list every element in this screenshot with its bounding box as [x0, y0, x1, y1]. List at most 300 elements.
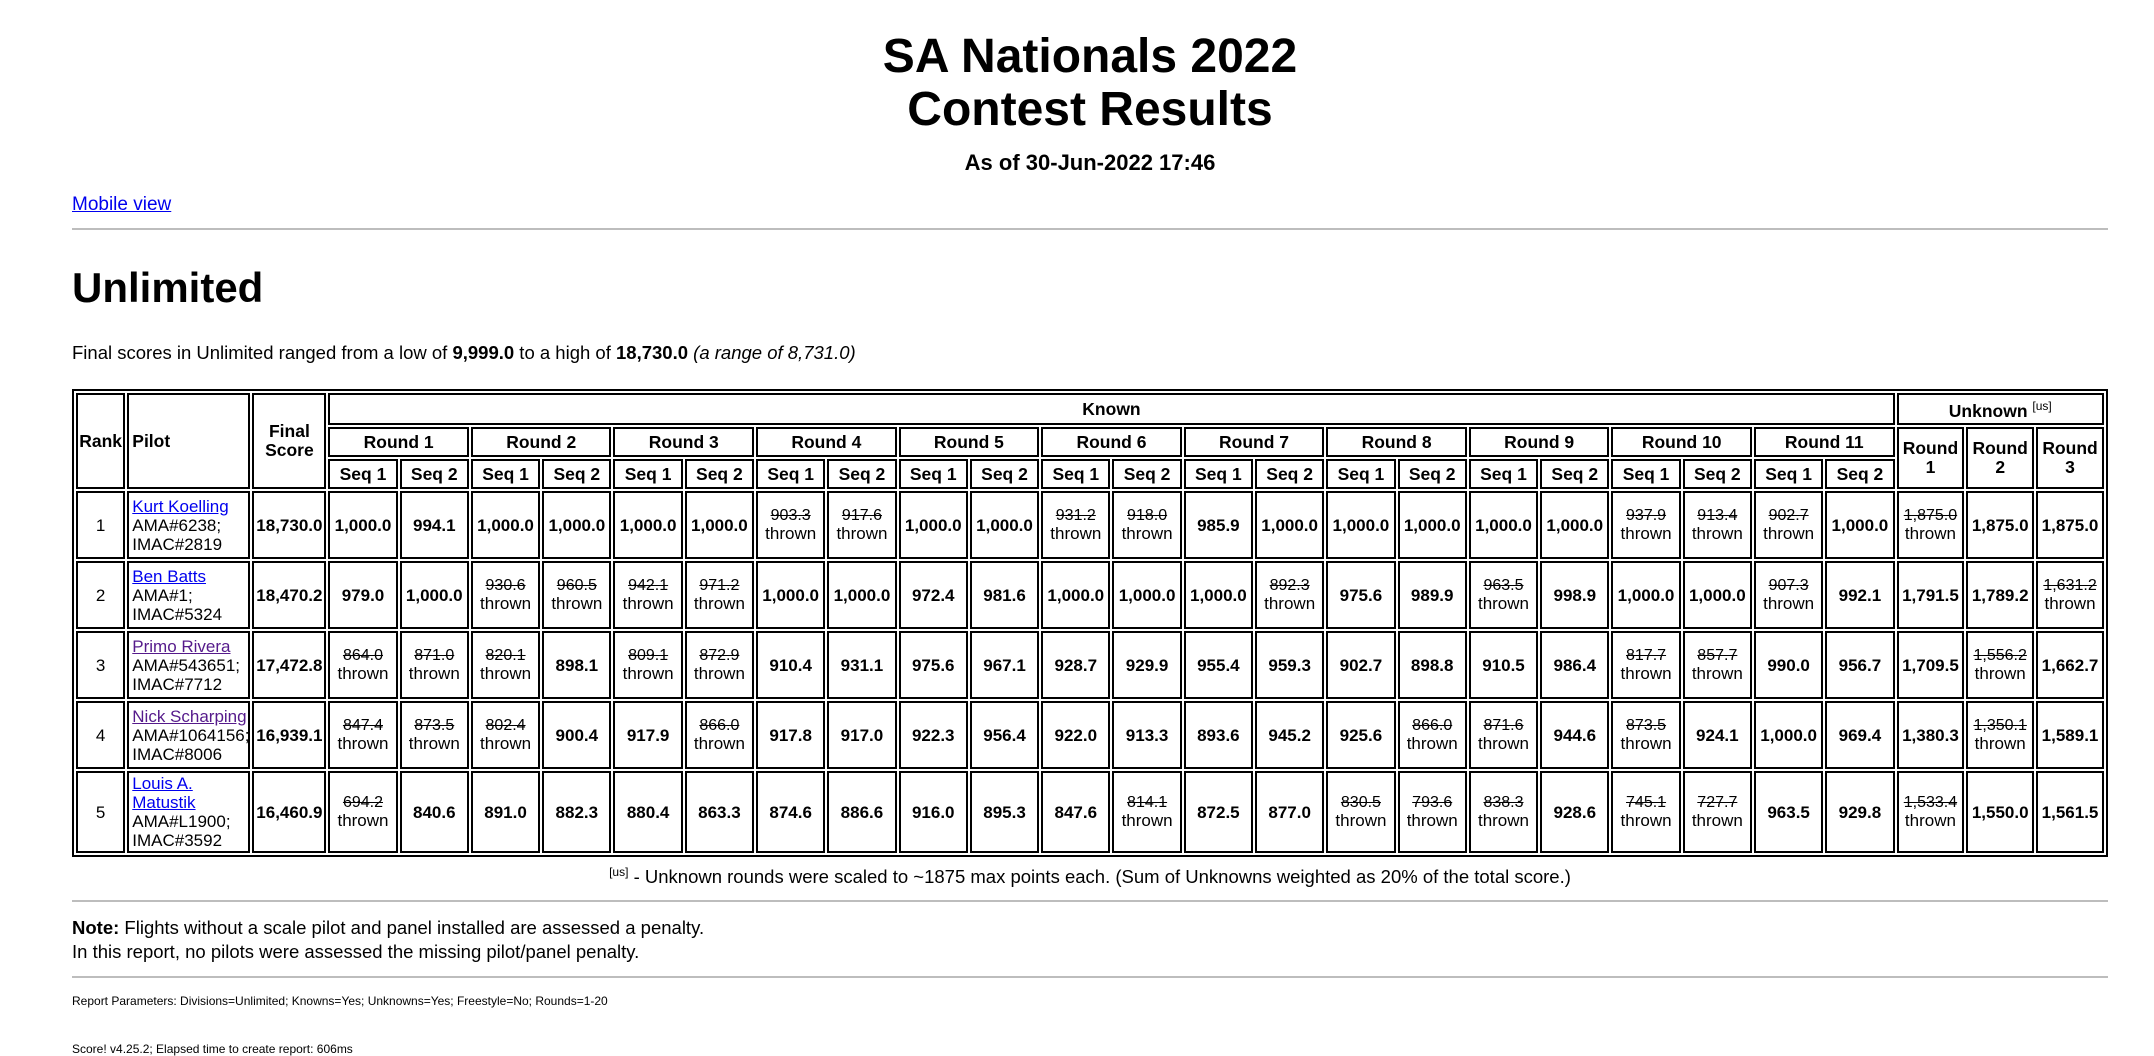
known-score-cell: 1,000.0	[613, 491, 682, 559]
known-round-header: Round 8	[1326, 427, 1467, 457]
range-low: 9,999.0	[452, 342, 515, 363]
thrown-score: 694.2	[342, 794, 383, 811]
unknown-round-header: Round 3	[2036, 427, 2104, 489]
thrown-score: 871.0	[414, 647, 455, 664]
known-score-cell: 955.4	[1184, 631, 1253, 699]
pilot-ama: AMA#1;	[132, 585, 193, 605]
note-line-1: Flights without a scale pilot and panel installed are assessed a penalty.	[119, 917, 705, 939]
known-score-cell: 967.1	[970, 631, 1039, 699]
pilot-imac: IMAC#7712	[132, 674, 223, 694]
header-row-1	[76, 393, 2104, 425]
known-score-cell: 895.3	[970, 771, 1039, 853]
known-score-cell	[685, 561, 754, 629]
seq-1-header: Seq 1	[328, 459, 397, 489]
known-score-cell: 898.8	[1398, 631, 1467, 699]
seq-2-header: Seq 2	[827, 459, 896, 489]
known-score-cell: 994.1	[400, 491, 469, 559]
rank-cell: 3	[76, 631, 125, 699]
known-round-header: Round 3	[613, 427, 754, 457]
version-info: Score! v4.25.2; Elapsed time to create report: 606ms	[72, 1042, 353, 1056]
footnote-marker: [us]	[609, 865, 629, 879]
thrown-label: thrown	[1691, 811, 1743, 830]
known-score-cell: 1,000.0	[1255, 491, 1324, 559]
known-score-cell: 975.6	[899, 631, 968, 699]
thrown-score: 847.4	[342, 717, 383, 734]
thrown-label: thrown	[1264, 594, 1316, 613]
known-score-cell	[1754, 561, 1823, 629]
pilot-imac: IMAC#5324	[132, 604, 223, 624]
pilot-name-link[interactable]: Primo Rivera	[132, 636, 231, 656]
known-score-cell	[1683, 631, 1752, 699]
pilot-cell	[127, 561, 250, 629]
known-score-cell: 1,000.0	[542, 491, 611, 559]
known-score-cell	[1255, 561, 1324, 629]
known-score-cell: 1,000.0	[328, 491, 397, 559]
known-score-cell: 998.9	[1540, 561, 1609, 629]
known-score-cell: 880.4	[613, 771, 682, 853]
known-round-header: Round 9	[1469, 427, 1610, 457]
known-score-cell: 886.6	[827, 771, 896, 853]
report-parameters: Report Parameters: Divisions=Unlimited; Knowns=Yes; Unknowns=Yes; Freestyle=No; Rounds=1-20	[72, 994, 608, 1009]
report-page	[72, 0, 2108, 1056]
seq-2-header: Seq 2	[542, 459, 611, 489]
seq-1-header: Seq 1	[899, 459, 968, 489]
known-score-cell: 1,000.0	[756, 561, 825, 629]
known-score-cell	[1611, 771, 1680, 853]
thrown-score: 892.3	[1269, 577, 1310, 594]
known-score-cell: 1,000.0	[685, 491, 754, 559]
thrown-label: thrown	[1050, 524, 1102, 543]
thrown-label: thrown	[1904, 524, 1956, 543]
known-score-cell	[471, 561, 540, 629]
known-score-cell	[756, 491, 825, 559]
known-score-cell: 979.0	[328, 561, 397, 629]
thrown-score: 917.6	[841, 507, 882, 524]
thrown-label: thrown	[836, 524, 888, 543]
thrown-score: 866.0	[699, 717, 740, 734]
thrown-score: 937.9	[1626, 507, 1667, 524]
divider	[72, 900, 2108, 902]
known-round-header: Round 10	[1611, 427, 1752, 457]
known-round-header: Round 11	[1754, 427, 1895, 457]
thrown-score: 745.1	[1626, 794, 1667, 811]
thrown-label: thrown	[1974, 664, 2026, 683]
thrown-score: 903.3	[770, 507, 811, 524]
note-label: Note:	[72, 917, 120, 939]
known-score-cell	[542, 561, 611, 629]
known-round-header: Round 1	[328, 427, 469, 457]
known-score-cell: 986.4	[1540, 631, 1609, 699]
thrown-score: 930.6	[485, 577, 526, 594]
known-score-cell: 877.0	[1255, 771, 1324, 853]
known-score-cell: 990.0	[1754, 631, 1823, 699]
seq-2-header: Seq 2	[400, 459, 469, 489]
unknown-score-cell	[2036, 561, 2104, 629]
thrown-score: 802.4	[485, 717, 526, 734]
pilot-row	[76, 561, 2104, 629]
known-score-cell	[471, 631, 540, 699]
header-row-3	[76, 459, 2104, 489]
unknown-score-cell: 1,589.1	[2036, 701, 2104, 769]
thrown-label: thrown	[765, 524, 817, 543]
thrown-label: thrown	[337, 664, 389, 683]
unknown-score-cell	[1897, 771, 1965, 853]
known-score-cell	[1683, 491, 1752, 559]
footnote-text: - Unknown rounds were scaled to ~1875 max points each. (Sum of Unknowns weighted as 20% of the total score.)	[628, 866, 1571, 888]
known-score-cell: 917.8	[756, 701, 825, 769]
known-score-cell	[1611, 701, 1680, 769]
pilot-row	[76, 701, 2104, 769]
unknown-score-cell: 1,791.5	[1897, 561, 1965, 629]
known-score-cell: 929.9	[1112, 631, 1181, 699]
known-score-cell	[1754, 491, 1823, 559]
seq-2-header: Seq 2	[1540, 459, 1609, 489]
pilot-ama: AMA#1064156;	[132, 725, 250, 745]
final-score-header: Final Score	[252, 393, 326, 489]
thrown-label: thrown	[551, 594, 603, 613]
thrown-label: thrown	[480, 664, 532, 683]
known-score-cell: 847.6	[1041, 771, 1110, 853]
known-score-cell: 910.5	[1469, 631, 1538, 699]
thrown-label: thrown	[337, 734, 389, 753]
known-score-cell: 924.1	[1683, 701, 1752, 769]
division-heading: Unlimited	[72, 264, 264, 311]
final-score-cell: 18,730.0	[252, 491, 326, 559]
seq-1-header: Seq 1	[1326, 459, 1395, 489]
known-score-cell: 882.3	[542, 771, 611, 853]
seq-1-header: Seq 1	[1611, 459, 1680, 489]
known-score-cell	[1398, 701, 1467, 769]
unknown-score-cell: 1,561.5	[2036, 771, 2104, 853]
pilot-cell	[127, 701, 250, 769]
thrown-label: thrown	[1620, 664, 1672, 683]
pilot-cell	[127, 771, 250, 853]
thrown-label: thrown	[1904, 811, 1956, 830]
known-round-header: Round 2	[471, 427, 612, 457]
known-score-cell	[1112, 491, 1181, 559]
known-score-cell: 975.6	[1326, 561, 1395, 629]
as-of-timestamp: As of 30-Jun-2022 17:46	[964, 150, 1216, 175]
rank-cell: 5	[76, 771, 125, 853]
known-score-cell: 872.5	[1184, 771, 1253, 853]
thrown-score: 907.3	[1768, 577, 1809, 594]
thrown-score: 830.5	[1340, 794, 1381, 811]
known-round-header: Round 7	[1184, 427, 1325, 457]
thrown-score: 1,533.4	[1903, 794, 1958, 811]
known-score-cell	[400, 701, 469, 769]
thrown-label: thrown	[693, 594, 745, 613]
thrown-label: thrown	[1406, 734, 1458, 753]
thrown-label: thrown	[622, 594, 674, 613]
known-score-cell: 928.6	[1540, 771, 1609, 853]
known-score-cell	[328, 631, 397, 699]
known-score-cell: 969.4	[1825, 701, 1894, 769]
thrown-label: thrown	[408, 664, 460, 683]
rank-cell: 4	[76, 701, 125, 769]
unknown-label: Unknown	[1948, 400, 2028, 421]
unknown-score-cell: 1,380.3	[1897, 701, 1965, 769]
rank-cell: 1	[76, 491, 125, 559]
thrown-score: 838.3	[1483, 794, 1524, 811]
known-score-cell	[1683, 771, 1752, 853]
unknown-round-header: Round 1	[1897, 427, 1965, 489]
known-score-cell	[328, 701, 397, 769]
pilot-row	[76, 491, 2104, 559]
thrown-label: thrown	[408, 734, 460, 753]
thrown-score: 872.9	[699, 647, 740, 664]
unknown-footnote-marker: [us]	[2032, 399, 2052, 414]
known-score-cell	[1469, 561, 1538, 629]
thrown-label: thrown	[1477, 734, 1529, 753]
seq-2-header: Seq 2	[970, 459, 1039, 489]
thrown-label: thrown	[2044, 594, 2096, 613]
pilot-header: Pilot	[127, 393, 250, 489]
thrown-score: 820.1	[485, 647, 526, 664]
unknown-footnote	[72, 865, 2108, 888]
seq-2-header: Seq 2	[1683, 459, 1752, 489]
pilot-row	[76, 631, 2104, 699]
known-score-cell: 917.0	[827, 701, 896, 769]
thrown-label: thrown	[1620, 734, 1672, 753]
pilot-ama: AMA#L1900;	[132, 812, 231, 831]
thrown-label: thrown	[1763, 594, 1815, 613]
pilot-name-link[interactable]: Louis A. Matustik	[132, 774, 196, 812]
thrown-score: 866.0	[1412, 717, 1453, 734]
known-score-cell	[328, 771, 397, 853]
seq-1-header: Seq 1	[471, 459, 540, 489]
thrown-score: 960.5	[556, 577, 597, 594]
thrown-label: thrown	[1974, 734, 2026, 753]
seq-2-header: Seq 2	[1398, 459, 1467, 489]
final-score-cell: 16,939.1	[252, 701, 326, 769]
seq-2-header: Seq 2	[1255, 459, 1324, 489]
thrown-score: 857.7	[1697, 647, 1738, 664]
title-line-1: SA Nationals 2022	[882, 30, 1298, 83]
known-score-cell: 1,000.0	[1041, 561, 1110, 629]
thrown-label: thrown	[480, 734, 532, 753]
divider	[72, 976, 2108, 978]
seq-2-header: Seq 2	[685, 459, 754, 489]
known-score-cell	[685, 631, 754, 699]
known-score-cell	[1326, 771, 1395, 853]
thrown-score: 793.6	[1412, 794, 1453, 811]
known-score-cell: 944.6	[1540, 701, 1609, 769]
pilot-cell	[127, 631, 250, 699]
range-high: 18,730.0	[616, 342, 689, 363]
known-score-cell	[1469, 771, 1538, 853]
thrown-score: 963.5	[1483, 577, 1524, 594]
thrown-label: thrown	[337, 811, 389, 830]
pilot-ama: AMA#543651;	[132, 655, 241, 675]
seq-1-header: Seq 1	[1041, 459, 1110, 489]
known-score-cell: 931.1	[827, 631, 896, 699]
known-score-cell: 1,000.0	[1112, 561, 1181, 629]
thrown-score: 871.6	[1483, 717, 1524, 734]
known-score-cell: 863.3	[685, 771, 754, 853]
known-score-cell: 1,000.0	[1469, 491, 1538, 559]
known-score-cell: 1,000.0	[1611, 561, 1680, 629]
unknown-score-cell: 1,550.0	[1966, 771, 2034, 853]
seq-1-header: Seq 1	[1754, 459, 1823, 489]
known-score-cell: 910.4	[756, 631, 825, 699]
final-score-cell: 16,460.9	[252, 771, 326, 853]
divider	[72, 228, 2108, 230]
seq-1-header: Seq 1	[1184, 459, 1253, 489]
known-score-cell: 1,000.0	[899, 491, 968, 559]
thrown-score: 971.2	[699, 577, 740, 594]
thrown-score: 1,875.0	[1903, 507, 1958, 524]
known-score-cell	[1398, 771, 1467, 853]
known-score-cell	[613, 631, 682, 699]
known-score-cell: 929.8	[1825, 771, 1894, 853]
thrown-score: 1,350.1	[1973, 717, 2027, 734]
pilot-name-link[interactable]: Kurt Koelling	[132, 496, 229, 516]
thrown-label: thrown	[1691, 664, 1743, 683]
pilot-row	[76, 771, 2104, 853]
known-score-cell: 1,000.0	[970, 491, 1039, 559]
pilot-ama: AMA#6238;	[132, 515, 222, 535]
known-score-cell: 985.9	[1184, 491, 1253, 559]
unknown-score-cell: 1,875.0	[2036, 491, 2104, 559]
known-score-cell: 1,000.0	[1326, 491, 1395, 559]
thrown-label: thrown	[693, 734, 745, 753]
thrown-score: 873.5	[1626, 717, 1667, 734]
thrown-label: thrown	[693, 664, 745, 683]
rank-cell: 2	[76, 561, 125, 629]
known-round-header: Round 6	[1041, 427, 1182, 457]
known-score-cell: 992.1	[1825, 561, 1894, 629]
known-score-cell: 916.0	[899, 771, 968, 853]
known-score-cell: 902.7	[1326, 631, 1395, 699]
known-score-cell: 1,000.0	[471, 491, 540, 559]
known-score-cell: 917.9	[613, 701, 682, 769]
thrown-score: 809.1	[628, 647, 669, 664]
known-header: Known	[328, 393, 1894, 425]
known-score-cell	[400, 631, 469, 699]
known-score-cell: 1,000.0	[1184, 561, 1253, 629]
seq-2-header: Seq 2	[1825, 459, 1894, 489]
pilot-imac: IMAC#3592	[132, 831, 223, 850]
range-prefix: Final scores in Unlimited ranged from a low of	[72, 342, 453, 363]
final-score-cell: 18,470.2	[252, 561, 326, 629]
known-score-cell: 922.3	[899, 701, 968, 769]
thrown-label: thrown	[622, 664, 674, 683]
known-score-cell: 840.6	[400, 771, 469, 853]
thrown-label: thrown	[1406, 811, 1458, 830]
unknown-score-cell: 1,875.0	[1966, 491, 2034, 559]
thrown-label: thrown	[1477, 811, 1529, 830]
known-score-cell	[471, 701, 540, 769]
title-line-2: Contest Results	[907, 83, 1273, 136]
thrown-score: 873.5	[414, 717, 455, 734]
known-score-cell: 893.6	[1184, 701, 1253, 769]
thrown-score: 1,631.2	[2043, 577, 2097, 594]
seq-2-header: Seq 2	[1112, 459, 1181, 489]
thrown-score: 902.7	[1768, 507, 1809, 524]
known-score-cell: 981.6	[970, 561, 1039, 629]
mobile-view-link[interactable]: Mobile view	[72, 194, 172, 215]
unknown-header	[1897, 393, 2104, 425]
known-score-cell: 922.0	[1041, 701, 1110, 769]
thrown-score: 864.0	[342, 647, 383, 664]
thrown-score: 913.4	[1697, 507, 1738, 524]
unknown-score-cell: 1,709.5	[1897, 631, 1965, 699]
thrown-label: thrown	[1121, 811, 1173, 830]
pilot-cell	[127, 491, 250, 559]
score-range-summary	[72, 342, 2108, 364]
unknown-round-header: Round 2	[1966, 427, 2034, 489]
known-score-cell: 956.4	[970, 701, 1039, 769]
note-line-2: In this report, no pilots were assessed the missing pilot/panel penalty.	[72, 941, 640, 963]
known-round-header: Round 4	[756, 427, 897, 457]
unknown-score-cell	[1897, 491, 1965, 559]
known-score-cell: 956.7	[1825, 631, 1894, 699]
known-score-cell: 874.6	[756, 771, 825, 853]
unknown-score-cell	[1966, 701, 2034, 769]
known-score-cell: 1,000.0	[400, 561, 469, 629]
known-round-header: Round 5	[899, 427, 1040, 457]
known-score-cell: 1,000.0	[1398, 491, 1467, 559]
thrown-score: 931.2	[1055, 507, 1096, 524]
thrown-label: thrown	[1620, 524, 1672, 543]
thrown-score: 918.0	[1127, 507, 1168, 524]
unknown-score-cell	[1966, 631, 2034, 699]
seq-1-header: Seq 1	[756, 459, 825, 489]
known-score-cell: 959.3	[1255, 631, 1324, 699]
thrown-label: thrown	[1620, 811, 1672, 830]
known-score-cell	[1611, 491, 1680, 559]
results-table	[72, 389, 2108, 857]
thrown-label: thrown	[1335, 811, 1387, 830]
known-score-cell: 898.1	[542, 631, 611, 699]
known-score-cell: 1,000.0	[1754, 701, 1823, 769]
known-score-cell	[1112, 771, 1181, 853]
known-score-cell: 900.4	[542, 701, 611, 769]
known-score-cell: 913.3	[1112, 701, 1181, 769]
penalty-note	[72, 916, 2108, 964]
known-score-cell: 1,000.0	[827, 561, 896, 629]
pilot-imac: IMAC#2819	[132, 534, 223, 554]
known-score-cell: 1,000.0	[1825, 491, 1894, 559]
page-title	[72, 0, 2108, 136]
final-score-cell: 17,472.8	[252, 631, 326, 699]
thrown-label: thrown	[1477, 594, 1529, 613]
known-score-cell: 945.2	[1255, 701, 1324, 769]
seq-1-header: Seq 1	[1469, 459, 1538, 489]
known-score-cell: 1,000.0	[1683, 561, 1752, 629]
seq-1-header: Seq 1	[613, 459, 682, 489]
unknown-score-cell: 1,789.2	[1966, 561, 2034, 629]
thrown-label: thrown	[1121, 524, 1173, 543]
thrown-label: thrown	[1763, 524, 1815, 543]
pilot-name-link[interactable]: Nick Scharping	[132, 706, 247, 726]
thrown-score: 817.7	[1626, 647, 1667, 664]
thrown-score: 942.1	[628, 577, 669, 594]
known-score-cell: 928.7	[1041, 631, 1110, 699]
pilot-name-link[interactable]: Ben Batts	[132, 566, 206, 586]
unknown-score-cell: 1,662.7	[2036, 631, 2104, 699]
range-mid: to a high of	[514, 342, 616, 363]
known-score-cell: 891.0	[471, 771, 540, 853]
known-score-cell	[1611, 631, 1680, 699]
range-span: (a range of 8,731.0)	[693, 342, 856, 363]
known-score-cell	[685, 701, 754, 769]
known-score-cell: 963.5	[1754, 771, 1823, 853]
thrown-label: thrown	[1691, 524, 1743, 543]
known-score-cell: 925.6	[1326, 701, 1395, 769]
thrown-score: 1,556.2	[1973, 647, 2027, 664]
thrown-label: thrown	[480, 594, 532, 613]
